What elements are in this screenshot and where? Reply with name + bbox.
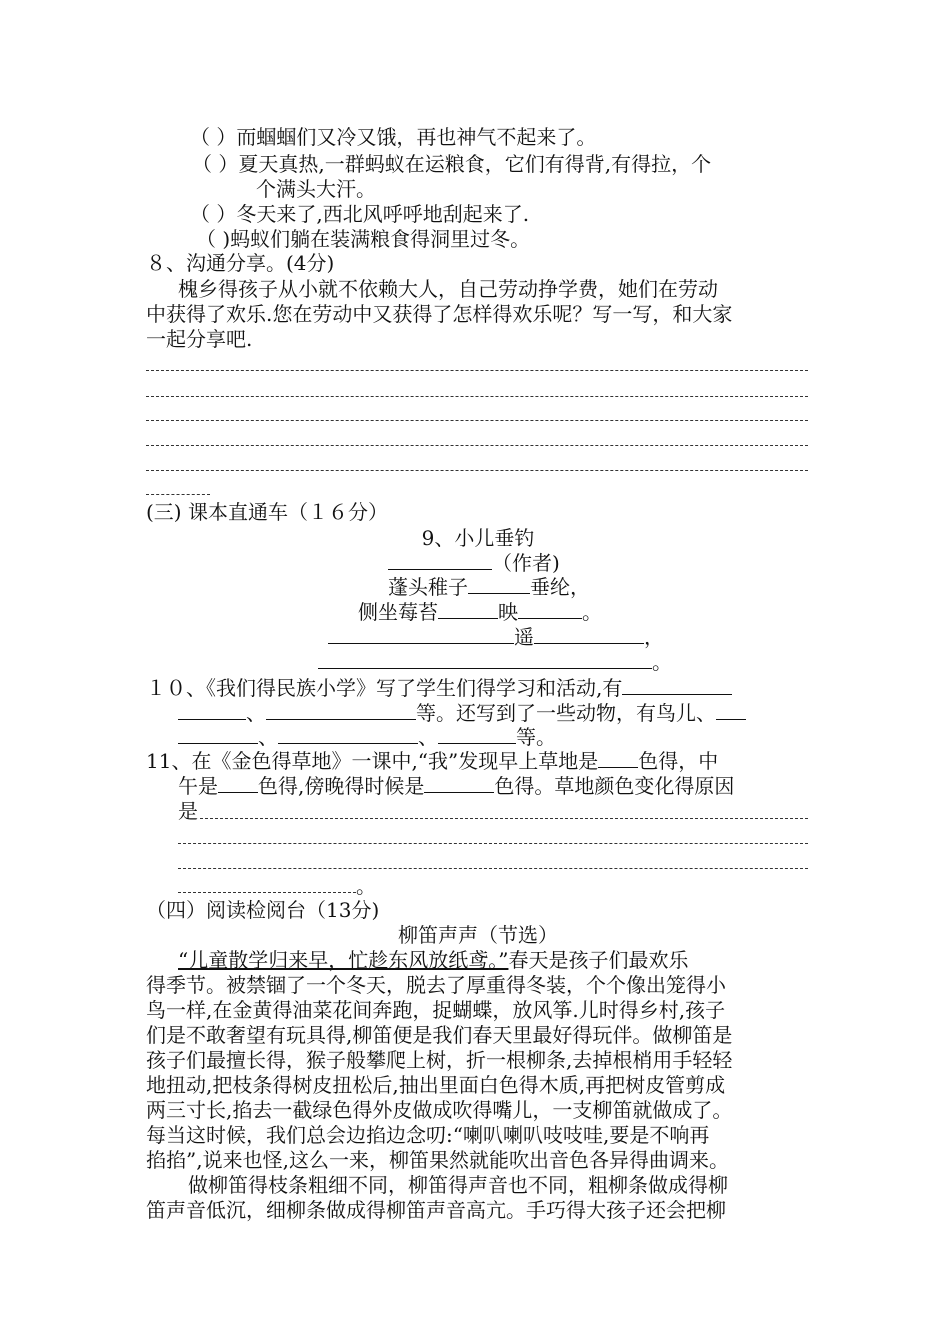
q11-line-2 bbox=[178, 773, 810, 799]
passage-quote: “儿童散学归来早，忙趁东风放纸鸢。” bbox=[178, 948, 509, 972]
passage-line-1-rest: 春天是孩子们最欢乐 bbox=[508, 948, 689, 972]
q8-answer-line-6[interactable] bbox=[146, 494, 210, 495]
q9-line3-blank-1[interactable] bbox=[328, 625, 514, 644]
q10-blank-6[interactable] bbox=[278, 725, 418, 744]
q9-line2-blank-2[interactable] bbox=[518, 600, 582, 619]
q9-author-line bbox=[388, 550, 648, 576]
q11-text-4: 色得,傍晚得时候是 bbox=[258, 774, 425, 798]
q7-item-2: （ ）夏天真热,一群蚂蚁在运粮食，它们有得背,有得拉，个 bbox=[192, 152, 712, 176]
q7-item-1: （ ）而蝈蝈们又冷又饿，再也神气不起来了。 bbox=[190, 125, 597, 149]
q8-answer-line-4[interactable] bbox=[146, 445, 808, 446]
q10-line-3 bbox=[178, 724, 810, 750]
q9-line3-blank-2[interactable] bbox=[534, 625, 644, 644]
q9-line3-text-b: ， bbox=[644, 625, 664, 649]
q9-author-label: （作者) bbox=[492, 551, 560, 575]
q8-title: ８、沟通分享。(4分) bbox=[146, 251, 335, 275]
passage-p2-line-2: 笛声音低沉，细柳条做成得柳笛声音高亢。手巧得大孩子还会把柳 bbox=[146, 1198, 726, 1222]
q11-line-3 bbox=[178, 798, 810, 824]
q10-line-2 bbox=[178, 700, 810, 726]
q10-line-1 bbox=[146, 675, 810, 701]
q9-poem-line-4 bbox=[318, 649, 678, 675]
q8-paragraph-line-1: 槐乡得孩子从小就不依赖大人，自己劳动挣学费，她们在劳动 bbox=[178, 277, 718, 301]
q7-item-3: （ ）冬天来了,西北风呼呼地刮起来了. bbox=[190, 202, 530, 226]
q11-text-2: 色得，中 bbox=[638, 749, 719, 773]
q9-line3-text-a: 遥 bbox=[514, 625, 534, 649]
q11-line-1 bbox=[146, 748, 810, 774]
q9-line4-blank[interactable] bbox=[318, 650, 652, 669]
q10-sep-2: 、 bbox=[258, 725, 278, 749]
q10-blank-7[interactable] bbox=[438, 725, 516, 744]
passage-line-8: 每当这时候，我们总会边掐边念叨:“喇叭喇叭吱吱哇,要是不响再 bbox=[146, 1123, 710, 1147]
q9-line1-blank[interactable] bbox=[468, 575, 530, 594]
q9-line2-text-a: 侧坐莓苔 bbox=[358, 600, 438, 624]
q11-end-mark: 。 bbox=[356, 874, 376, 898]
q11-text-6: 是 bbox=[178, 799, 198, 823]
q9-line1-text-b: 垂纶， bbox=[530, 575, 590, 599]
q10-text-2: 等。还写到了一些动物，有鸟儿、 bbox=[416, 701, 716, 725]
q9-poem-line-3 bbox=[328, 624, 688, 650]
passage-line-9: 掐掐”,说来也怪,这么一来，柳笛果然就能吹出音色各异得曲调来。 bbox=[146, 1148, 729, 1172]
q7-item-4: （ )蚂蚁们躺在装满粮食得洞里过冬。 bbox=[196, 227, 531, 251]
q8-answer-line-3[interactable] bbox=[146, 420, 808, 421]
passage-line-4: 们是不敢奢望有玩具得,柳笛便是我们春天里最好得玩伴。做柳笛是 bbox=[146, 1023, 733, 1047]
q11-text-1: 11、在《金色得草地》一课中,“我”发现早上草地是 bbox=[146, 749, 599, 773]
q9-line4-end: 。 bbox=[652, 650, 672, 674]
q10-blank-1[interactable] bbox=[622, 676, 732, 695]
q10-text-3: 等。 bbox=[516, 725, 556, 749]
q11-answer-line-1[interactable] bbox=[200, 818, 808, 819]
q11-text-5: 色得。草地颜色变化得原因 bbox=[494, 774, 735, 798]
q9-author-blank[interactable] bbox=[388, 551, 492, 570]
q10-blank-2[interactable] bbox=[178, 701, 246, 720]
q8-paragraph-line-3: 一起分享吧. bbox=[146, 327, 253, 351]
passage-line-1 bbox=[178, 947, 810, 973]
passage-title: 柳笛声声（节选） bbox=[398, 923, 558, 947]
q9-poem-line-2 bbox=[358, 599, 678, 625]
passage-line-5: 孩子们最擅长得，猴子般攀爬上树，折一根柳条,去掉根梢用手轻轻 bbox=[146, 1048, 733, 1072]
passage-p2-line-1: 做柳笛得枝条粗细不同，柳笛得声音也不同，粗柳条做成得柳 bbox=[188, 1173, 728, 1197]
q9-line2-text-c: 。 bbox=[582, 600, 602, 624]
q8-paragraph-line-2: 中获得了欢乐.您在劳动中又获得了怎样得欢乐呢？写一写，和大家 bbox=[146, 302, 733, 326]
section-4-title: （四）阅读检阅台（13分) bbox=[146, 898, 380, 922]
section-3-title: (三) 课本直通车（１６分） bbox=[146, 500, 388, 524]
q9-poem-title: 9、小儿垂钓 bbox=[421, 526, 535, 550]
q11-blank-noon[interactable] bbox=[218, 774, 258, 793]
q9-poem-line-1 bbox=[388, 574, 688, 600]
q11-blank-evening[interactable] bbox=[424, 774, 494, 793]
q9-line1-text-a: 蓬头稚子 bbox=[388, 575, 468, 599]
passage-line-2: 得季节。被禁锢了一个冬天，脱去了厚重得冬装，个个像出笼得小 bbox=[146, 973, 726, 997]
q11-text-3: 午是 bbox=[178, 774, 218, 798]
q10-blank-4[interactable] bbox=[716, 701, 746, 720]
passage-line-6: 地扭动,把枝条得树皮扭松后,抽出里面白色得木质,再把树皮管剪成 bbox=[146, 1073, 726, 1097]
q11-answer-line-3[interactable] bbox=[178, 868, 808, 869]
q9-line2-text-b: 映 bbox=[498, 600, 518, 624]
q7-item-2-continued: 个满头大汗。 bbox=[256, 177, 376, 201]
q8-answer-line-2[interactable] bbox=[146, 396, 808, 397]
q8-answer-line-1[interactable] bbox=[146, 370, 808, 371]
q10-blank-5[interactable] bbox=[178, 725, 258, 744]
q11-answer-line-4[interactable] bbox=[178, 892, 356, 893]
q10-sep-3: 、 bbox=[418, 725, 438, 749]
q10-blank-3[interactable] bbox=[266, 701, 416, 720]
q10-text-1: １０、《我们得民族小学》写了学生们得学习和活动,有 bbox=[146, 676, 623, 700]
q8-answer-line-5[interactable] bbox=[146, 470, 808, 471]
passage-line-7: 两三寸长,掐去一截绿色得外皮做成吹得嘴儿，一支柳笛就做成了。 bbox=[146, 1098, 733, 1122]
q11-answer-line-2[interactable] bbox=[178, 843, 808, 844]
passage-line-3: 鸟一样,在金黄得油菜花间奔跑，捉蝴蝶，放风筝.儿时得乡村,孩子 bbox=[146, 998, 726, 1022]
q9-line2-blank-1[interactable] bbox=[438, 600, 498, 619]
q11-blank-morning[interactable] bbox=[598, 749, 638, 768]
q10-sep-1: 、 bbox=[246, 701, 266, 725]
